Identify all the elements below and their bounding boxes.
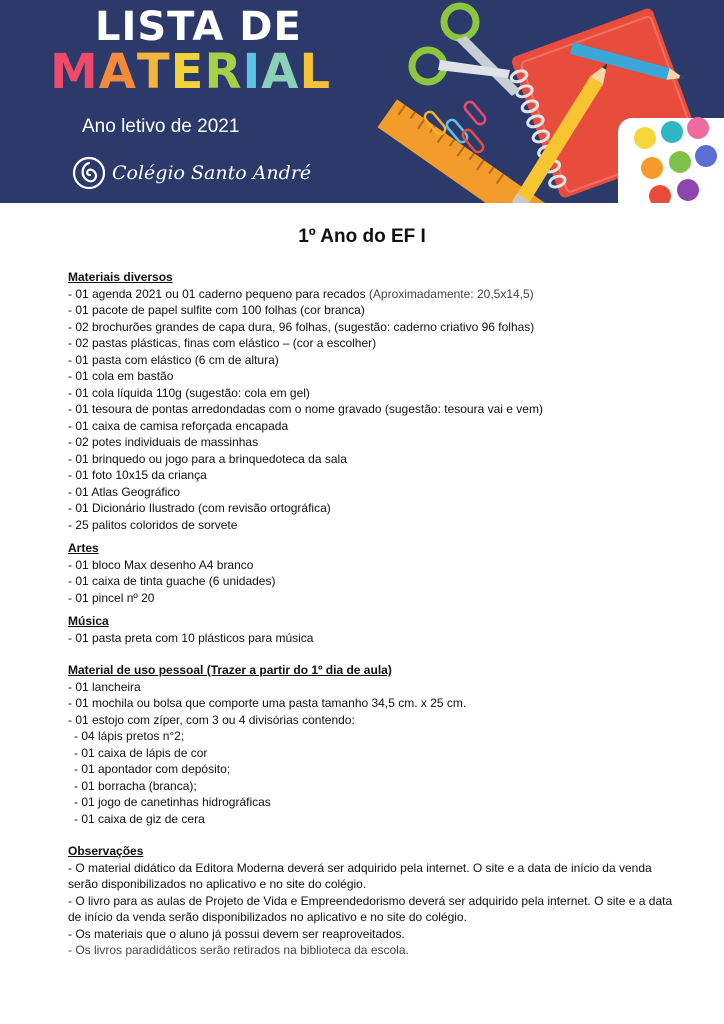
school-brand bbox=[72, 153, 311, 193]
banner-title-line1: LISTA DE bbox=[95, 4, 302, 50]
list-item-text: - 01 borracha (branca); bbox=[74, 778, 197, 793]
section-heading: Materiais diversos bbox=[68, 270, 173, 284]
list-item bbox=[68, 745, 678, 762]
list-item bbox=[68, 728, 678, 745]
list-item-text: - 01 agenda 2021 ou 01 caderno pequeno para recados bbox=[68, 286, 369, 301]
title-letter: A bbox=[98, 44, 137, 100]
title-letter: T bbox=[136, 44, 171, 100]
list-item-note: (Aproximadamente: 20,5x14,5) bbox=[368, 286, 534, 301]
list-item bbox=[68, 352, 678, 369]
list-item bbox=[68, 794, 678, 811]
banner-subtitle: Ano letivo de 2021 bbox=[82, 116, 240, 137]
list-item bbox=[68, 319, 678, 336]
list-item-text: - Os materiais que o aluno já possui devem ser reaproveitados. bbox=[68, 926, 405, 941]
banner-title-line2 bbox=[50, 44, 331, 100]
list-item-text: - 01 cola em bastão bbox=[68, 369, 174, 383]
list-item-text: - 01 pacote de papel sulfite com 100 folhas (cor branca) bbox=[68, 303, 365, 317]
list-item bbox=[68, 712, 678, 729]
list-item-text: - 01 jogo de canetinhas hidrográficas bbox=[74, 795, 271, 809]
list-item-text: - 01 tesoura de pontas arredondadas com o nome gravado (sugestão: tesoura vai e vem) bbox=[68, 402, 543, 416]
list-item-text: - 01 pasta com elástico (6 cm de altura) bbox=[68, 352, 279, 367]
list-item bbox=[68, 573, 678, 590]
list-item-text: - 01 cola líquida 110g (sugestão: cola em gel) bbox=[68, 385, 310, 400]
title-letter: L bbox=[299, 44, 332, 100]
school-supplies-illustration bbox=[360, 0, 724, 203]
school-name: Colégio Santo André bbox=[112, 162, 312, 184]
list-item-text: - 01 estojo com zíper, com 3 ou 4 divisórias contendo: bbox=[68, 712, 355, 727]
section-heading: Artes bbox=[68, 541, 99, 555]
title-letter: M bbox=[50, 44, 99, 100]
list-item bbox=[68, 926, 678, 943]
list-item bbox=[68, 679, 678, 696]
list-item-text: - 01 pincel nº 20 bbox=[68, 590, 155, 605]
list-item bbox=[68, 368, 678, 385]
list-item-text: - 01 brinquedo ou jogo para a brinquedoteca da sala bbox=[68, 451, 347, 466]
section-heading: Material de uso pessoal (Trazer a partir do 1º dia de aula) bbox=[68, 663, 392, 677]
list-item-text: - 01 caixa de tinta guache (6 unidades) bbox=[68, 574, 276, 588]
list-item-text: - 25 palitos coloridos de sorvete bbox=[68, 517, 238, 532]
list-item-text: - 01 caixa de lápis de cor bbox=[74, 745, 208, 760]
list-item-text: - 02 pastas plásticas, finas com elástico – (cor a escolher) bbox=[68, 336, 377, 350]
list-item bbox=[68, 942, 678, 959]
list-item bbox=[68, 286, 678, 303]
banner-text-block bbox=[0, 0, 360, 203]
list-item-text: - Os livros paradidáticos serão retirados na biblioteca da escola. bbox=[68, 943, 409, 957]
list-item bbox=[68, 557, 678, 574]
list-item-text: - 01 mochila ou bolsa que comporte uma pasta tamanho 34,5 cm. x 25 cm. bbox=[68, 696, 467, 710]
list-item-text: - 01 pasta preta com 10 plásticos para música bbox=[68, 630, 314, 645]
list-item bbox=[68, 860, 678, 893]
list-item bbox=[68, 761, 678, 778]
list-item-text: - 01 caixa de giz de cera bbox=[74, 811, 205, 826]
list-item-text: - 01 caixa de camisa reforçada encapada bbox=[68, 418, 289, 433]
list-item-text: - 04 lápis pretos n°2; bbox=[74, 729, 185, 743]
header-banner bbox=[0, 0, 724, 203]
paint-palette-icon bbox=[618, 117, 724, 203]
list-item bbox=[68, 451, 678, 468]
list-item bbox=[68, 385, 678, 402]
list-item-text: - O livro para as aulas de Projeto de Vida e Empreendedorismo deverá ser adquirido pela internet. O site e a data de início da venda serão disponibilizados no aplicativo e no site do colégio. bbox=[68, 893, 673, 924]
list-item bbox=[68, 418, 678, 435]
scissors-icon bbox=[412, 6, 520, 96]
list-item bbox=[68, 811, 678, 828]
list-item-text: - O material didático da Editora Moderna deverá ser adquirido pela internet. O site e a data de início da venda serão disponibilizados no aplicativo e no site do colégio. bbox=[68, 860, 652, 891]
section-heading: Observações bbox=[68, 844, 144, 858]
list-item bbox=[68, 302, 678, 319]
page-title: 1º Ano do EF I bbox=[298, 226, 426, 247]
title-letter: A bbox=[261, 44, 300, 100]
list-item-text: - 01 bloco Max desenho A4 branco bbox=[68, 557, 254, 572]
list-item bbox=[68, 590, 678, 607]
list-item bbox=[68, 517, 678, 534]
section-heading: Música bbox=[68, 614, 109, 628]
swirl-logo-icon bbox=[72, 156, 106, 190]
title-letter: I bbox=[242, 44, 262, 100]
list-item bbox=[68, 500, 678, 517]
list-item-text: - 01 apontador com depósito; bbox=[74, 762, 231, 776]
list-item bbox=[68, 484, 678, 501]
list-item-text: - 01 lancheira bbox=[68, 679, 141, 694]
list-item-text: - 01 foto 10x15 da criança bbox=[68, 468, 207, 482]
list-item bbox=[68, 630, 678, 647]
list-item bbox=[68, 778, 678, 795]
list-item bbox=[68, 401, 678, 418]
list-item bbox=[68, 893, 678, 926]
title-letter: E bbox=[170, 44, 205, 100]
list-item-text: - 02 brochurões grandes de capa dura, 96 folhas, (sugestão: caderno criativo 96 folhas) bbox=[68, 319, 535, 334]
list-item-text: - 01 Dicionário Ilustrado (com revisão ortográfica) bbox=[68, 501, 331, 515]
materials-list bbox=[68, 262, 678, 959]
list-item bbox=[68, 335, 678, 352]
list-item bbox=[68, 467, 678, 484]
list-item-text: - 01 Atlas Geográfico bbox=[68, 484, 181, 499]
list-item bbox=[68, 695, 678, 712]
list-item-text: - 02 potes individuais de massinhas bbox=[68, 435, 259, 449]
title-letter: R bbox=[204, 44, 243, 100]
list-item bbox=[68, 434, 678, 451]
